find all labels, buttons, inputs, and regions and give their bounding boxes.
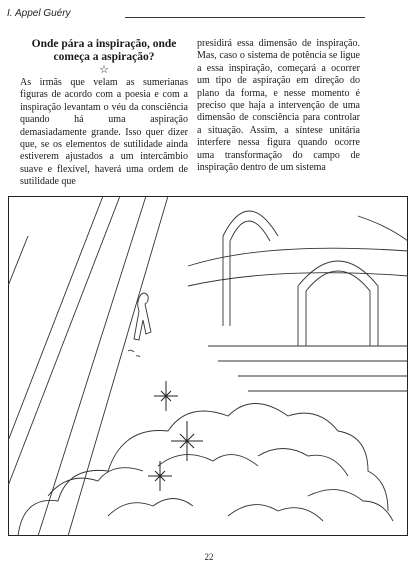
right-column	[197, 38, 360, 174]
star-ornament-icon: ☆	[99, 64, 109, 76]
right-column-text: presidirá essa dimensão de inspiração. Mas, caso o sistema de potência se ligue a essa inspiração, começará a ocorrer um tipo de aspiração em direção do plano da forma, e nesse momento é preciso que haja a intervenção de uma dimensão de consciência para controlar a situação. Assim, a síntese unitária interfere nessa figura quando ocorre uma transformação do campo de inspiração dentro de um sistema	[197, 38, 360, 174]
left-column	[20, 38, 188, 189]
page-header	[7, 5, 411, 25]
illustration-frame	[9, 197, 408, 536]
header-rule	[125, 17, 365, 18]
page-number: 22	[204, 552, 214, 562]
illustration-drawing	[8, 196, 408, 536]
article-title: Onde pára a inspiração, onde começa a aspiração?	[31, 38, 177, 63]
left-column-text: As irmãs que velam as sumerianas figuras de acordo com a poesia e com a inspiração levantam o véu da consciência quando há uma aspiração demasiadamente grande. Isso quer dizer que, se os elementos de sutilidade ainda estiverem ajustados a um intercâmbio suave e flexível, haverá uma ordem de sutilidade que	[20, 77, 188, 188]
illustration	[8, 196, 408, 536]
running-head-author: I. Appel Guéry	[7, 8, 71, 19]
